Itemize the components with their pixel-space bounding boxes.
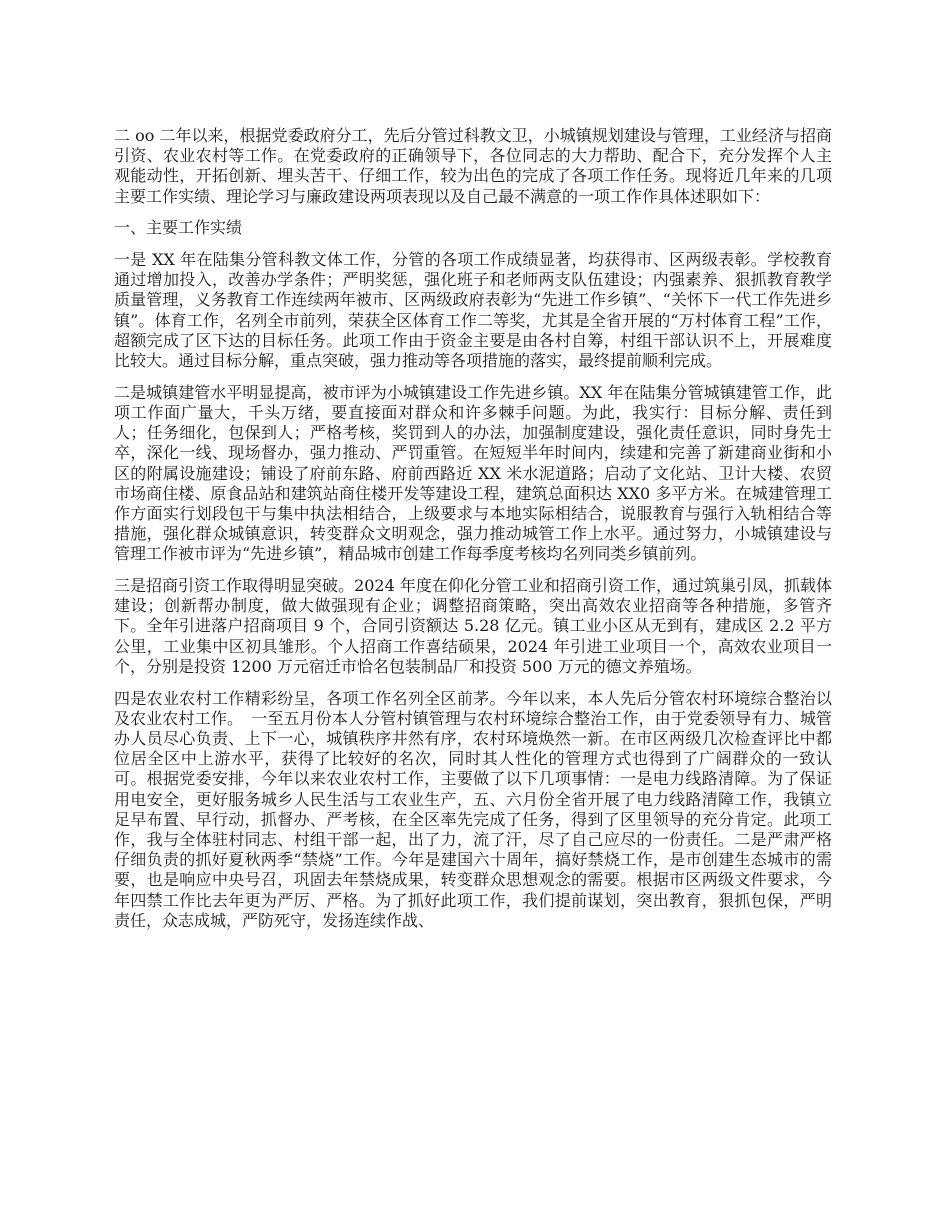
paragraph-investment: 三是招商引资工作取得明显突破。2024 年度在仰化分管工业和招商引资工作，通过筑巢引凤，抓载体建设；创新帮办制度，做大做强现有企业；调整招商策略，突出高效农业招商等各种措施，多管齐下。全年引进落户招商项目 9 个，合同引资额达 5.28 亿元。镇工业小区从无到有，建成区 2.2 平方公里，工业集中区初具雏形。个人招商工作喜结硕果，2024 年引进工业项目一个，高效农业项目一个，分别是投资 1200 万元宿迁市恰名包装制品厂和投资 500 万元的德文养殖场。 bbox=[114, 576, 832, 676]
paragraph-agriculture: 四是农业农村工作精彩纷呈，各项工作名列全区前茅。今年以来，本人先后分管农村环境综合整治以及农业农村工作。 一至五月份本人分管村镇管理与农村环境综合整治工作，由于党委领导有力、城管办人员尽心负责、上下一心，城镇秩序井然有序，农村环境焕然一新。在市区两级几次检查评比中都位居全区中上游水平，获得了比较好的名次，同时其人性化的管理方式也得到了广阔群众的一致认可。根据党委安排，今年以来农业农村工作，主要做了以下几项事情：一是电力线路清障。为了保证用电安全，更好服务城乡人民生活与工农业生产，五、六月份全省开展了电力线路清障工作，我镇立足早布置、早行动，抓督办、严考核，在全区率先完成了任务，得到了区里领导的充分肯定。此项工作，我与全体驻村同志、村组干部一起，出了力，流了汗，尽了自己应尽的一份责任。二是严肃严格仔细负责的抓好夏秋两季“禁烧”工作。今年是建国六十周年，搞好禁烧工作，是市创建生态城市的需要，也是响应中央号召，巩固去年禁烧成果，转变群众思想观念的需要。根据市区两级文件要求，今年四禁工作比去年更为严厉、严格。为了抓好此项工作，我们提前谋划，突出教育，狠抓包保，严明责任，众志成城，严防死守，发扬连续作战、 bbox=[114, 688, 832, 930]
document-body bbox=[114, 126, 832, 943]
paragraph-education: 一是 XX 年在陆集分管科教文体工作，分管的各项工作成绩显著，均获得市、区两级表彰。学校教育通过增加投入，改善办学条件；严明奖惩，强化班子和老师两支队伍建设；内强素养、狠抓教育教学质量管理，义务教育工作连续两年被市、区两级政府表彰为“先进工作乡镇”、“关怀下一代工作先进乡镇”。体育工作，名列全市前列，荣获全区体育工作二等奖，尤其是全省开展的“万村体育工程”工作，超额完成了区下达的目标任务。此项工作由于资金主要是由各村自筹，村组干部认识不上，开展难度比较大。通过目标分解，重点突破，强力推动等各项措施的落实，最终提前顺利完成。 bbox=[114, 250, 832, 371]
paragraph-urban-construction: 二是城镇建管水平明显提高，被市评为小城镇建设工作先进乡镇。XX 年在陆集分管城镇建管工作，此项工作面广量大，千头万绪，要直接面对群众和许多棘手问题。为此，我实行：目标分解、责任到人；任务细化，包保到人；严格考核，奖罚到人的办法，加强制度建设，强化责任意识，同时身先士卒，深化一线、现场督办，强力推动、严罚重管。在短短半年时间内，续建和完善了新建商业街和小区的附属设施建设；铺设了府前东路、府前西路近 XX 米水泥道路；启动了文化站、卫计大楼、农贸市场商住楼、原食品站和建筑站商住楼开发等建设工程，建筑总面积达 XX0 多平方米。在城建管理工作方面实行划段包干与集中执法相结合，上级要求与本地实际相结合，说服教育与强行入轨相结合等措施，强化群众城镇意识，转变群众文明观念，强力推动城管工作上水平。通过努力，小城镇建设与管理工作被市评为“先进乡镇”，精品城市创建工作每季度考核均名列同类乡镇前列。 bbox=[114, 382, 832, 564]
intro-paragraph: 二 oo 二年以来，根据党委政府分工，先后分管过科教文卫，小城镇规划建设与管理，工业经济与招商引资、农业农村等工作。在党委政府的正确领导下，各位同志的大力帮助、配合下，充分发挥个人主观能动性，开拓创新、埋头苦干、仔细工作，较为出色的完成了各项工作任务。现将近几年来的几项主要工作实绩、理论学习与廉政建设两项表现以及自己最不满意的一项工作作具体述职如下： bbox=[114, 126, 832, 206]
section-heading: 一、主要工作实绩 bbox=[114, 218, 243, 238]
